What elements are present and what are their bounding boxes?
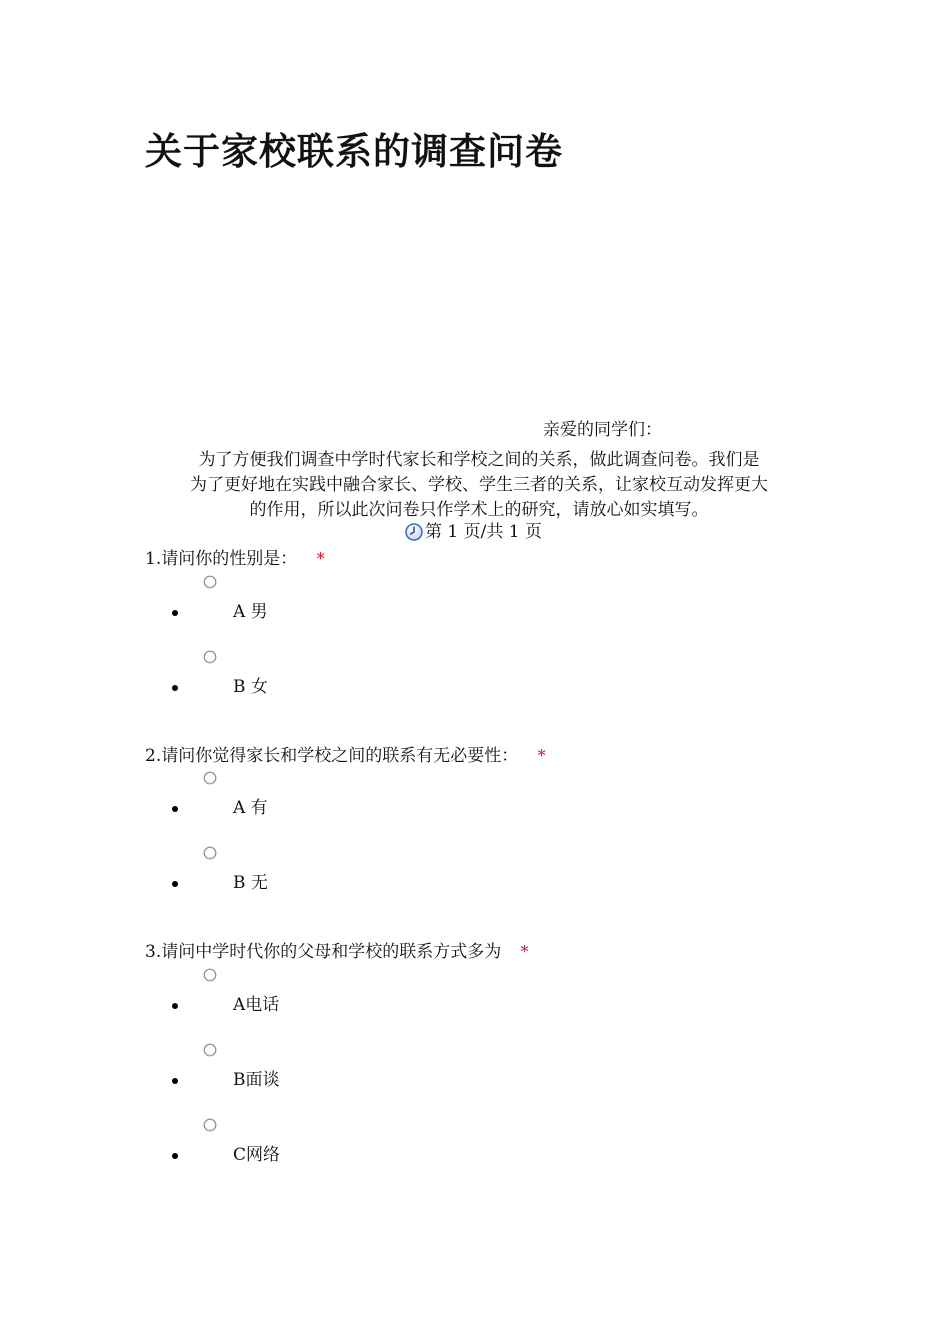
radio-icon[interactable]: [203, 1043, 217, 1057]
bullet: [172, 1078, 178, 1084]
option-label: B面谈: [233, 1070, 280, 1090]
question-3: [145, 940, 529, 964]
survey-title: 关于家校联系的调查问卷: [145, 130, 563, 173]
bullet: [172, 1003, 178, 1009]
question-2: [145, 744, 546, 768]
intro-line: 为了方便我们调查中学时代家长和学校之间的关系，做此调查问卷。我们是: [198, 450, 760, 470]
radio-icon[interactable]: [203, 650, 217, 664]
intro-paragraph: [145, 448, 813, 523]
radio-icon[interactable]: [203, 846, 217, 860]
intro-line: 为了更好地在实践中融合家长、学校、学生三者的关系，让家校互动发挥更大: [190, 475, 768, 495]
page-indicator-text: 第 1 页/共 1 页: [425, 522, 542, 542]
question-label: 2.请问你觉得家长和学校之间的联系有无必要性：: [145, 746, 519, 766]
question-label: 1.请问你的性别是：: [145, 549, 298, 569]
question-label: 3.请问中学时代你的父母和学校的联系方式多为: [145, 942, 502, 962]
option-label: A 男: [233, 602, 268, 622]
bullet: [172, 1153, 178, 1159]
option-label: B 女: [233, 677, 268, 697]
option-label: B 无: [233, 873, 268, 893]
option-label: A 有: [233, 798, 268, 818]
bullet: [172, 610, 178, 616]
intro-line: 的作用，所以此次问卷只作学术上的研究，请放心如实填写。: [249, 500, 709, 520]
required-asterisk: *: [316, 549, 325, 568]
option-label: C网络: [233, 1145, 281, 1165]
required-asterisk: *: [537, 746, 546, 765]
option-label: A电话: [233, 995, 280, 1015]
radio-icon[interactable]: [203, 1118, 217, 1132]
required-asterisk: *: [520, 942, 529, 961]
clock-icon: [405, 523, 423, 541]
radio-icon[interactable]: [203, 968, 217, 982]
question-1: [145, 547, 325, 571]
radio-icon[interactable]: [203, 771, 217, 785]
bullet: [172, 806, 178, 812]
bullet: [172, 881, 178, 887]
bullet: [172, 685, 178, 691]
greeting: 亲爱的同学们：: [543, 420, 662, 440]
radio-icon[interactable]: [203, 575, 217, 589]
page-indicator: [405, 520, 542, 544]
